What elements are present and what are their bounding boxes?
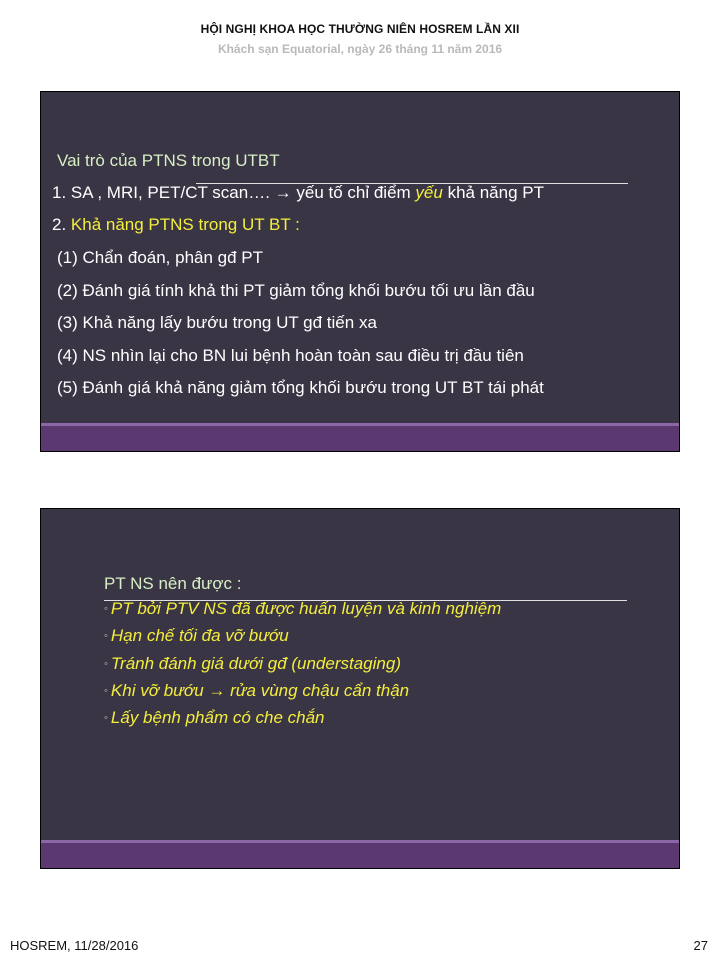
footer-source-date: HOSREM, 11/28/2016 xyxy=(10,938,139,953)
bullet-4-tail: rửa vùng chậu cẩn thận xyxy=(225,681,410,700)
bullet-1-text: PT bởi PTV NS đã được huấn luyện và kinh nghiệm xyxy=(110,599,502,618)
bullet-3-text: Tránh đánh giá dưới gđ (understaging) xyxy=(110,654,401,673)
page-number: 27 xyxy=(693,938,708,953)
bullet-marker-icon: ◦ xyxy=(104,603,108,615)
bullet-marker-icon: ◦ xyxy=(104,712,108,724)
line-2-text-a: 2. xyxy=(52,215,71,234)
slide-2-footer-band xyxy=(41,840,679,868)
slide-1-line-2 xyxy=(52,215,300,235)
document-title: HỘI NGHỊ KHOA HỌC THƯỜNG NIÊN HOSREM LẦN XII xyxy=(200,22,520,36)
slide-2-bullet-5 xyxy=(104,708,325,728)
line-1-text-b: yếu tố chỉ điểm xyxy=(291,183,416,202)
arrow-right-icon: → xyxy=(208,681,226,700)
arrow-right-icon: → xyxy=(274,183,292,202)
slide-2 xyxy=(40,508,680,869)
slide-1-item-5: (5) Đánh giá khả năng giảm tổng khối bướu trong UT BT tái phát xyxy=(57,378,544,397)
slide-2-bullet-4 xyxy=(104,681,409,701)
slide-2-bullet-3 xyxy=(104,654,401,674)
slide-1-heading: Vai trò của PTNS trong UTBT xyxy=(57,151,280,170)
slide-2-heading: PT NS nên được : xyxy=(104,574,242,593)
slide-1-item-1: (1) Chẩn đoán, phân gđ PT xyxy=(57,248,264,267)
document-subtitle: Khách sạn Equatorial, ngày 26 tháng 11 năm 2016 xyxy=(217,42,503,56)
bullet-2-text: Hạn chế tối đa vỡ bướu xyxy=(110,626,289,645)
slide-2-bullet-2 xyxy=(104,626,289,646)
bullet-marker-icon: ◦ xyxy=(104,685,108,697)
slide-1-line-1 xyxy=(52,183,544,203)
slide-1-footer-band xyxy=(41,423,679,451)
bullet-4-text: Khi vỡ bướu xyxy=(110,681,209,700)
slide-1-item-3: (3) Khả năng lấy bướu trong UT gđ tiến xa xyxy=(57,313,377,332)
slide-1-item-2: (2) Đánh giá tính khả thi PT giảm tổng khối bướu tối ưu lần đầu xyxy=(57,281,535,300)
line-1-text-c: yếu xyxy=(415,183,443,202)
slide-1-item-4: (4) NS nhìn lại cho BN lui bệnh hoàn toàn sau điều trị đầu tiên xyxy=(57,346,524,365)
line-1-text-a: 1. SA , MRI, PET/CT scan…. xyxy=(52,183,275,202)
line-2-text-b: Khả năng PTNS trong UT BT : xyxy=(70,215,300,234)
slide-2-bullet-1 xyxy=(104,599,501,619)
bullet-marker-icon: ◦ xyxy=(104,658,108,670)
bullet-marker-icon: ◦ xyxy=(104,630,108,642)
bullet-5-text: Lấy bệnh phẩm có che chắn xyxy=(110,708,325,727)
slide-1 xyxy=(40,91,680,452)
line-1-text-d: khả năng PT xyxy=(442,183,544,202)
